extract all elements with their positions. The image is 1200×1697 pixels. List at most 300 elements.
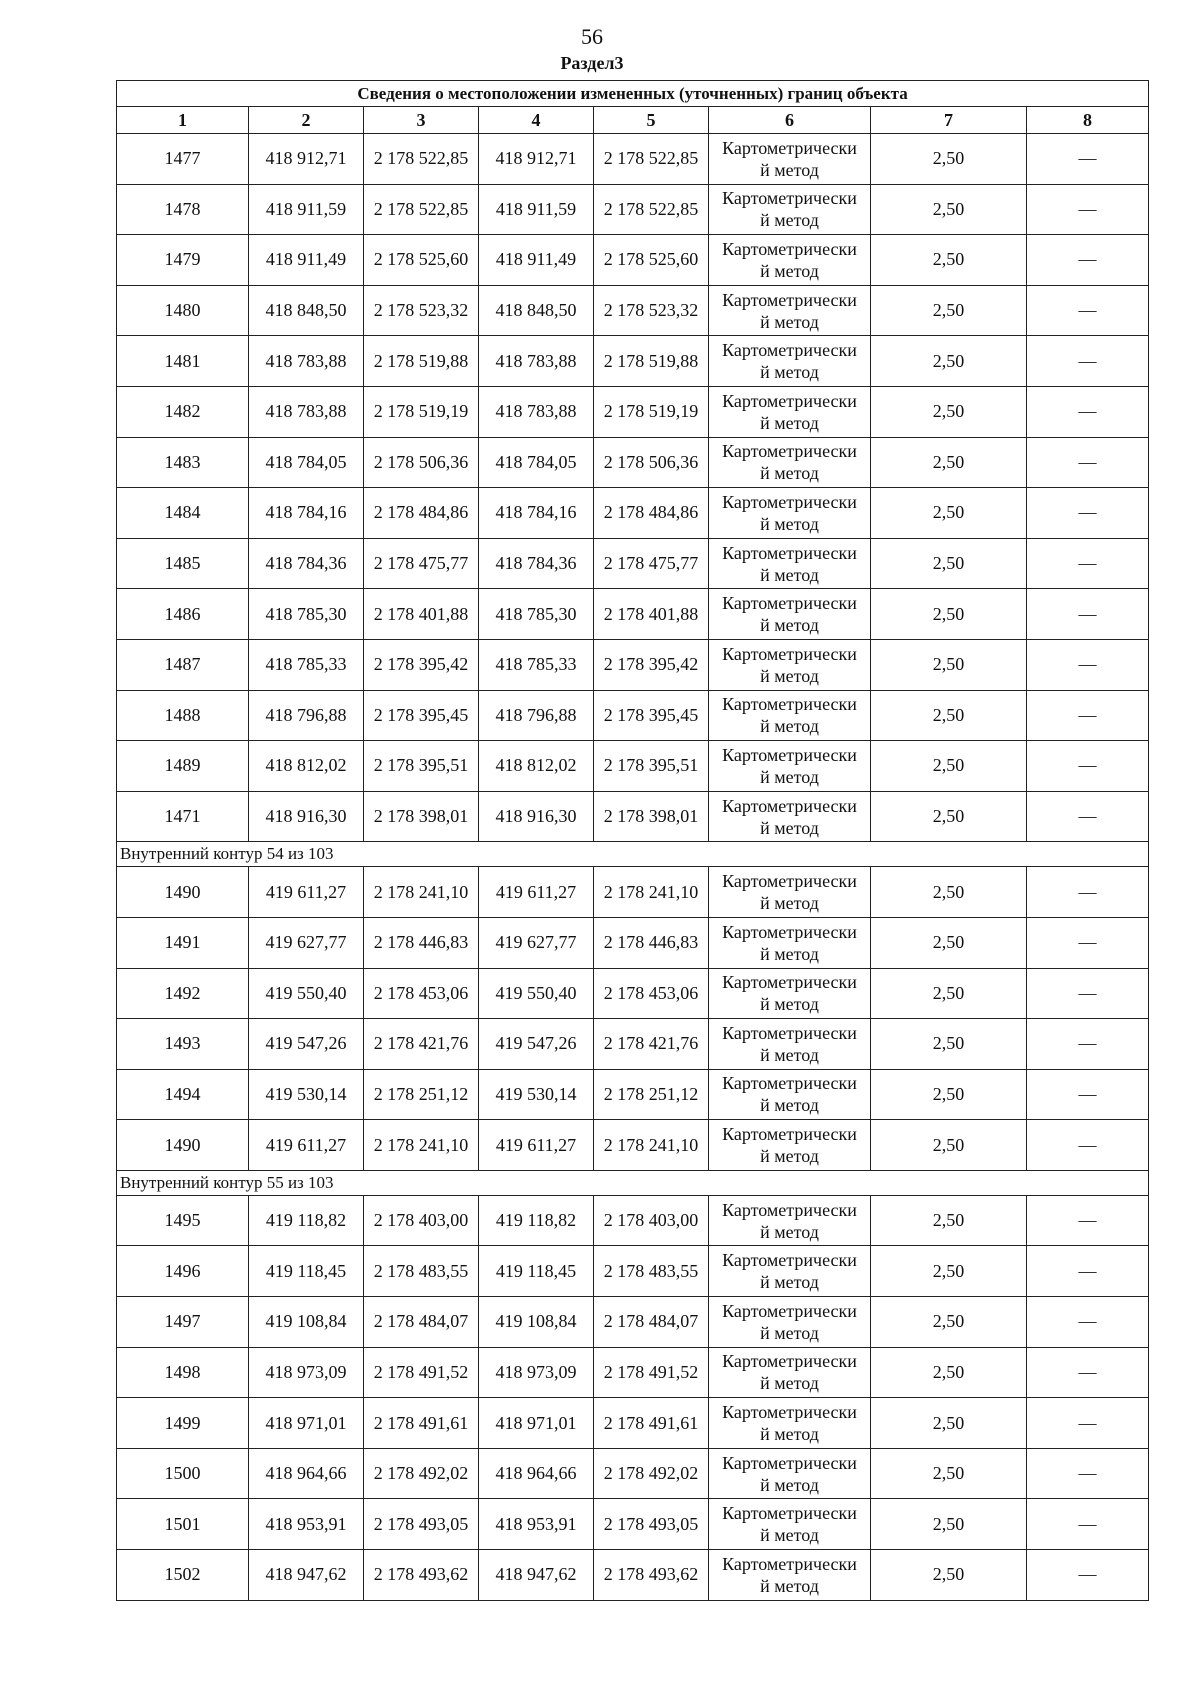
x-coordinate-cell: 418 912,71 [249, 134, 364, 185]
point-number-cell: 1491 [117, 917, 249, 968]
description-cell: — [1027, 1069, 1149, 1120]
accuracy-cell: 2,50 [871, 1246, 1027, 1297]
accuracy-cell: 2,50 [871, 867, 1027, 918]
method-cell [709, 184, 871, 235]
method-text-line2: й метод [760, 817, 819, 838]
y-coordinate-cell: 2 178 401,88 [364, 589, 479, 640]
description-cell: — [1027, 791, 1149, 842]
description-cell: — [1027, 134, 1149, 185]
method-text-line2: й метод [760, 260, 819, 281]
method-text-line1: Картометрически [722, 1553, 857, 1574]
description-cell: — [1027, 1120, 1149, 1171]
column-header: 5 [594, 107, 709, 134]
description-cell: — [1027, 437, 1149, 488]
method-text-line1: Картометрически [722, 491, 857, 512]
y-coordinate-new-cell: 2 178 475,77 [594, 538, 709, 589]
x-coordinate-new-cell: 418 796,88 [479, 690, 594, 741]
x-coordinate-cell: 418 916,30 [249, 791, 364, 842]
x-coordinate-cell: 419 547,26 [249, 1019, 364, 1070]
x-coordinate-new-cell: 418 947,62 [479, 1550, 594, 1601]
method-text-line2: й метод [760, 1146, 819, 1167]
x-coordinate-new-cell: 418 784,05 [479, 437, 594, 488]
method-text-line2: й метод [760, 513, 819, 534]
method-text-line2: й метод [760, 1575, 819, 1596]
x-coordinate-cell: 419 108,84 [249, 1297, 364, 1348]
method-cell [709, 1398, 871, 1449]
method-text-line1: Картометрически [722, 340, 857, 361]
method-text-line2: й метод [760, 1272, 819, 1293]
x-coordinate-cell: 418 783,88 [249, 336, 364, 387]
description-cell: — [1027, 1398, 1149, 1449]
x-coordinate-cell: 419 118,82 [249, 1195, 364, 1246]
y-coordinate-cell: 2 178 251,12 [364, 1069, 479, 1120]
x-coordinate-new-cell: 418 911,59 [479, 184, 594, 235]
x-coordinate-cell: 419 118,45 [249, 1246, 364, 1297]
x-coordinate-new-cell: 419 118,82 [479, 1195, 594, 1246]
method-cell [709, 1195, 871, 1246]
x-coordinate-cell: 418 964,66 [249, 1448, 364, 1499]
y-coordinate-cell: 2 178 395,51 [364, 741, 479, 792]
y-coordinate-cell: 2 178 484,86 [364, 488, 479, 539]
table-row [117, 589, 1149, 640]
method-text-line2: й метод [760, 412, 819, 433]
method-text-line2: й метод [760, 1474, 819, 1495]
point-number-cell: 1477 [117, 134, 249, 185]
x-coordinate-new-cell: 418 785,30 [479, 589, 594, 640]
method-cell [709, 1550, 871, 1601]
y-coordinate-cell: 2 178 491,61 [364, 1398, 479, 1449]
point-number-cell: 1492 [117, 968, 249, 1019]
method-cell [709, 134, 871, 185]
method-text-line1: Картометрически [722, 1073, 857, 1094]
table-body [117, 134, 1149, 1601]
point-number-cell: 1490 [117, 1120, 249, 1171]
description-cell: — [1027, 184, 1149, 235]
section-title: Раздел3 [560, 53, 624, 73]
table-row [117, 386, 1149, 437]
y-coordinate-new-cell: 2 178 395,42 [594, 639, 709, 690]
method-text-line2: й метод [760, 1525, 819, 1546]
description-cell: — [1027, 285, 1149, 336]
accuracy-cell: 2,50 [871, 917, 1027, 968]
method-text-line2: й метод [760, 210, 819, 231]
x-coordinate-new-cell: 418 784,16 [479, 488, 594, 539]
table-row [117, 867, 1149, 918]
y-coordinate-new-cell: 2 178 241,10 [594, 1120, 709, 1171]
column-header: 1 [117, 107, 249, 134]
contour-label: Внутренний контур 54 из 103 [117, 842, 1149, 867]
y-coordinate-new-cell: 2 178 395,51 [594, 741, 709, 792]
y-coordinate-new-cell: 2 178 398,01 [594, 791, 709, 842]
y-coordinate-new-cell: 2 178 251,12 [594, 1069, 709, 1120]
method-text-line2: й метод [760, 943, 819, 964]
y-coordinate-cell: 2 178 522,85 [364, 184, 479, 235]
description-cell: — [1027, 867, 1149, 918]
table-row [117, 1448, 1149, 1499]
y-coordinate-new-cell: 2 178 493,62 [594, 1550, 709, 1601]
method-text-line1: Картометрически [722, 1250, 857, 1271]
y-coordinate-new-cell: 2 178 493,05 [594, 1499, 709, 1550]
column-header: 4 [479, 107, 594, 134]
accuracy-cell: 2,50 [871, 1448, 1027, 1499]
x-coordinate-cell: 418 973,09 [249, 1347, 364, 1398]
x-coordinate-cell: 418 848,50 [249, 285, 364, 336]
method-text-line1: Картометрически [722, 441, 857, 462]
point-number-cell: 1483 [117, 437, 249, 488]
method-cell [709, 639, 871, 690]
y-coordinate-new-cell: 2 178 241,10 [594, 867, 709, 918]
method-text-line1: Картометрически [722, 289, 857, 310]
x-coordinate-new-cell: 419 108,84 [479, 1297, 594, 1348]
accuracy-cell: 2,50 [871, 134, 1027, 185]
table-row [117, 690, 1149, 741]
method-cell [709, 336, 871, 387]
method-text-line1: Картометрически [722, 390, 857, 411]
x-coordinate-cell: 418 783,88 [249, 386, 364, 437]
y-coordinate-new-cell: 2 178 523,32 [594, 285, 709, 336]
description-cell: — [1027, 1347, 1149, 1398]
table-row [117, 917, 1149, 968]
accuracy-cell: 2,50 [871, 639, 1027, 690]
method-cell [709, 917, 871, 968]
method-text-line2: й метод [760, 716, 819, 737]
method-text-line2: й метод [760, 615, 819, 636]
column-header: 8 [1027, 107, 1149, 134]
method-cell [709, 690, 871, 741]
x-coordinate-new-cell: 418 953,91 [479, 1499, 594, 1550]
accuracy-cell: 2,50 [871, 1499, 1027, 1550]
method-text-line1: Картометрически [722, 921, 857, 942]
accuracy-cell: 2,50 [871, 235, 1027, 286]
table-row [117, 1246, 1149, 1297]
table-title: Сведения о местоположении измененных (уточненных) границ объекта [117, 81, 1149, 107]
method-cell [709, 1347, 871, 1398]
accuracy-cell: 2,50 [871, 791, 1027, 842]
method-text-line2: й метод [760, 893, 819, 914]
coordinates-table [116, 80, 1149, 1601]
description-cell: — [1027, 1499, 1149, 1550]
method-text-line2: й метод [760, 1424, 819, 1445]
point-number-cell: 1482 [117, 386, 249, 437]
x-coordinate-new-cell: 418 971,01 [479, 1398, 594, 1449]
y-coordinate-cell: 2 178 446,83 [364, 917, 479, 968]
point-number-cell: 1495 [117, 1195, 249, 1246]
point-number-cell: 1485 [117, 538, 249, 589]
y-coordinate-new-cell: 2 178 446,83 [594, 917, 709, 968]
x-coordinate-new-cell: 418 912,71 [479, 134, 594, 185]
accuracy-cell: 2,50 [871, 1019, 1027, 1070]
method-text-line1: Картометрически [722, 137, 857, 158]
method-cell [709, 437, 871, 488]
y-coordinate-cell: 2 178 522,85 [364, 134, 479, 185]
column-header: 2 [249, 107, 364, 134]
point-number-cell: 1478 [117, 184, 249, 235]
x-coordinate-cell: 418 812,02 [249, 741, 364, 792]
description-cell: — [1027, 1297, 1149, 1348]
accuracy-cell: 2,50 [871, 184, 1027, 235]
y-coordinate-cell: 2 178 475,77 [364, 538, 479, 589]
table-row [117, 791, 1149, 842]
table-row [117, 235, 1149, 286]
method-text-line1: Картометрически [722, 593, 857, 614]
column-header: 3 [364, 107, 479, 134]
y-coordinate-cell: 2 178 493,05 [364, 1499, 479, 1550]
y-coordinate-cell: 2 178 506,36 [364, 437, 479, 488]
method-cell [709, 791, 871, 842]
table-row [117, 1120, 1149, 1171]
method-text-line1: Картометрически [722, 1503, 857, 1524]
x-coordinate-cell: 418 785,30 [249, 589, 364, 640]
column-header: 7 [871, 107, 1027, 134]
method-cell [709, 386, 871, 437]
accuracy-cell: 2,50 [871, 1347, 1027, 1398]
method-text-line1: Картометрически [722, 1300, 857, 1321]
y-coordinate-new-cell: 2 178 491,52 [594, 1347, 709, 1398]
y-coordinate-cell: 2 178 491,52 [364, 1347, 479, 1398]
method-text-line2: й метод [760, 311, 819, 332]
method-cell [709, 235, 871, 286]
method-text-line1: Картометрически [722, 188, 857, 209]
accuracy-cell: 2,50 [871, 1550, 1027, 1601]
method-text-line2: й метод [760, 159, 819, 180]
method-text-line1: Картометрически [722, 238, 857, 259]
accuracy-cell: 2,50 [871, 1297, 1027, 1348]
x-coordinate-cell: 418 784,36 [249, 538, 364, 589]
x-coordinate-new-cell: 419 611,27 [479, 1120, 594, 1171]
point-number-cell: 1500 [117, 1448, 249, 1499]
table-row [117, 741, 1149, 792]
x-coordinate-new-cell: 418 783,88 [479, 386, 594, 437]
point-number-cell: 1498 [117, 1347, 249, 1398]
description-cell: — [1027, 1448, 1149, 1499]
point-number-cell: 1496 [117, 1246, 249, 1297]
x-coordinate-cell: 418 947,62 [249, 1550, 364, 1601]
description-cell: — [1027, 968, 1149, 1019]
x-coordinate-new-cell: 419 530,14 [479, 1069, 594, 1120]
method-text-line1: Картометрически [722, 694, 857, 715]
accuracy-cell: 2,50 [871, 1398, 1027, 1449]
x-coordinate-cell: 418 911,49 [249, 235, 364, 286]
y-coordinate-cell: 2 178 453,06 [364, 968, 479, 1019]
description-cell: — [1027, 1195, 1149, 1246]
description-cell: — [1027, 589, 1149, 640]
method-cell [709, 1019, 871, 1070]
method-text-line2: й метод [760, 1095, 819, 1116]
table-row [117, 184, 1149, 235]
y-coordinate-cell: 2 178 484,07 [364, 1297, 479, 1348]
y-coordinate-cell: 2 178 403,00 [364, 1195, 479, 1246]
y-coordinate-cell: 2 178 493,62 [364, 1550, 479, 1601]
x-coordinate-new-cell: 419 118,45 [479, 1246, 594, 1297]
description-cell: — [1027, 741, 1149, 792]
x-coordinate-new-cell: 419 611,27 [479, 867, 594, 918]
y-coordinate-new-cell: 2 178 484,86 [594, 488, 709, 539]
method-text-line1: Картометрически [722, 1402, 857, 1423]
y-coordinate-new-cell: 2 178 403,00 [594, 1195, 709, 1246]
method-text-line1: Картометрически [722, 643, 857, 664]
y-coordinate-cell: 2 178 421,76 [364, 1019, 479, 1070]
description-cell: — [1027, 1550, 1149, 1601]
method-cell [709, 741, 871, 792]
method-text-line1: Картометрически [722, 542, 857, 563]
x-coordinate-new-cell: 418 848,50 [479, 285, 594, 336]
method-text-line1: Картометрически [722, 1452, 857, 1473]
table-row [117, 134, 1149, 185]
method-text-line2: й метод [760, 463, 819, 484]
method-text-line2: й метод [760, 766, 819, 787]
point-number-cell: 1486 [117, 589, 249, 640]
method-cell [709, 1297, 871, 1348]
point-number-cell: 1501 [117, 1499, 249, 1550]
x-coordinate-new-cell: 418 784,36 [479, 538, 594, 589]
table-row [117, 1347, 1149, 1398]
method-cell [709, 538, 871, 589]
method-cell [709, 1448, 871, 1499]
contour-label: Внутренний контур 55 из 103 [117, 1170, 1149, 1195]
y-coordinate-cell: 2 178 519,88 [364, 336, 479, 387]
y-coordinate-new-cell: 2 178 491,61 [594, 1398, 709, 1449]
point-number-cell: 1471 [117, 791, 249, 842]
point-number-cell: 1480 [117, 285, 249, 336]
x-coordinate-cell: 419 530,14 [249, 1069, 364, 1120]
method-cell [709, 589, 871, 640]
accuracy-cell: 2,50 [871, 589, 1027, 640]
x-coordinate-new-cell: 418 916,30 [479, 791, 594, 842]
accuracy-cell: 2,50 [871, 538, 1027, 589]
description-cell: — [1027, 538, 1149, 589]
table-row [117, 437, 1149, 488]
y-coordinate-new-cell: 2 178 483,55 [594, 1246, 709, 1297]
x-coordinate-new-cell: 419 627,77 [479, 917, 594, 968]
accuracy-cell: 2,50 [871, 968, 1027, 1019]
column-header: 6 [709, 107, 871, 134]
method-text-line2: й метод [760, 1044, 819, 1065]
accuracy-cell: 2,50 [871, 1120, 1027, 1171]
x-coordinate-new-cell: 418 964,66 [479, 1448, 594, 1499]
x-coordinate-cell: 419 611,27 [249, 867, 364, 918]
x-coordinate-cell: 419 627,77 [249, 917, 364, 968]
description-cell: — [1027, 235, 1149, 286]
y-coordinate-new-cell: 2 178 401,88 [594, 589, 709, 640]
point-number-cell: 1488 [117, 690, 249, 741]
x-coordinate-new-cell: 418 812,02 [479, 741, 594, 792]
description-cell: — [1027, 488, 1149, 539]
method-cell [709, 285, 871, 336]
x-coordinate-new-cell: 418 973,09 [479, 1347, 594, 1398]
contour-row [117, 1170, 1149, 1195]
method-text-line1: Картометрически [722, 972, 857, 993]
y-coordinate-new-cell: 2 178 519,19 [594, 386, 709, 437]
y-coordinate-cell: 2 178 395,42 [364, 639, 479, 690]
column-header-row [117, 107, 1149, 134]
accuracy-cell: 2,50 [871, 690, 1027, 741]
x-coordinate-cell: 418 785,33 [249, 639, 364, 690]
table-row [117, 538, 1149, 589]
method-text-line1: Картометрически [722, 744, 857, 765]
table-row [117, 1499, 1149, 1550]
y-coordinate-new-cell: 2 178 421,76 [594, 1019, 709, 1070]
x-coordinate-new-cell: 418 785,33 [479, 639, 594, 690]
point-number-cell: 1479 [117, 235, 249, 286]
method-text-line1: Картометрически [722, 1124, 857, 1145]
x-coordinate-cell: 418 784,05 [249, 437, 364, 488]
y-coordinate-cell: 2 178 395,45 [364, 690, 479, 741]
x-coordinate-new-cell: 418 783,88 [479, 336, 594, 387]
point-number-cell: 1499 [117, 1398, 249, 1449]
point-number-cell: 1489 [117, 741, 249, 792]
x-coordinate-new-cell: 418 911,49 [479, 235, 594, 286]
method-cell [709, 1069, 871, 1120]
point-number-cell: 1487 [117, 639, 249, 690]
point-number-cell: 1493 [117, 1019, 249, 1070]
method-text-line1: Картометрически [722, 871, 857, 892]
accuracy-cell: 2,50 [871, 437, 1027, 488]
table-row [117, 336, 1149, 387]
accuracy-cell: 2,50 [871, 336, 1027, 387]
method-text-line2: й метод [760, 1322, 819, 1343]
x-coordinate-cell: 418 911,59 [249, 184, 364, 235]
method-cell [709, 1246, 871, 1297]
x-coordinate-cell: 418 953,91 [249, 1499, 364, 1550]
y-coordinate-cell: 2 178 398,01 [364, 791, 479, 842]
table-row [117, 1297, 1149, 1348]
method-cell [709, 968, 871, 1019]
y-coordinate-cell: 2 178 241,10 [364, 1120, 479, 1171]
description-cell: — [1027, 1019, 1149, 1070]
description-cell: — [1027, 690, 1149, 741]
method-text-line1: Картометрически [722, 1022, 857, 1043]
point-number-cell: 1490 [117, 867, 249, 918]
y-coordinate-new-cell: 2 178 492,02 [594, 1448, 709, 1499]
accuracy-cell: 2,50 [871, 386, 1027, 437]
table-row [117, 968, 1149, 1019]
x-coordinate-cell: 418 796,88 [249, 690, 364, 741]
method-text-line2: й метод [760, 362, 819, 383]
table-row [117, 488, 1149, 539]
point-number-cell: 1481 [117, 336, 249, 387]
method-cell [709, 488, 871, 539]
y-coordinate-cell: 2 178 241,10 [364, 867, 479, 918]
x-coordinate-new-cell: 419 550,40 [479, 968, 594, 1019]
accuracy-cell: 2,50 [871, 1069, 1027, 1120]
method-text-line2: й метод [760, 1373, 819, 1394]
y-coordinate-new-cell: 2 178 522,85 [594, 184, 709, 235]
table-row [117, 639, 1149, 690]
point-number-cell: 1502 [117, 1550, 249, 1601]
method-cell [709, 1499, 871, 1550]
description-cell: — [1027, 386, 1149, 437]
table-row [117, 1398, 1149, 1449]
method-text-line2: й метод [760, 665, 819, 686]
method-cell [709, 1120, 871, 1171]
table-row [117, 1195, 1149, 1246]
accuracy-cell: 2,50 [871, 488, 1027, 539]
y-coordinate-cell: 2 178 483,55 [364, 1246, 479, 1297]
table-row [117, 1019, 1149, 1070]
y-coordinate-new-cell: 2 178 453,06 [594, 968, 709, 1019]
accuracy-cell: 2,50 [871, 741, 1027, 792]
method-text-line1: Картометрически [722, 1351, 857, 1372]
description-cell: — [1027, 1246, 1149, 1297]
x-coordinate-new-cell: 419 547,26 [479, 1019, 594, 1070]
description-cell: — [1027, 336, 1149, 387]
point-number-cell: 1484 [117, 488, 249, 539]
description-cell: — [1027, 917, 1149, 968]
method-text-line2: й метод [760, 1221, 819, 1242]
y-coordinate-cell: 2 178 519,19 [364, 386, 479, 437]
x-coordinate-cell: 419 550,40 [249, 968, 364, 1019]
contour-row [117, 842, 1149, 867]
